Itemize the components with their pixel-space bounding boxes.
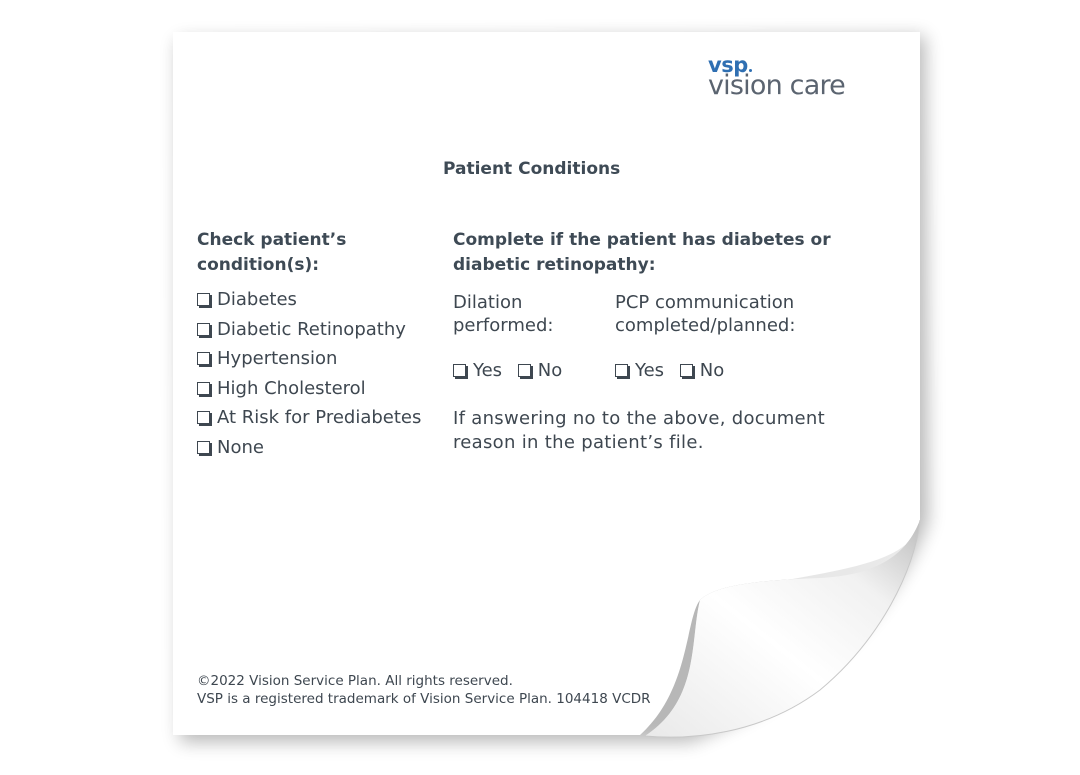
documentation-note: If answering no to the above, document reason in the patient’s file. [453,408,825,453]
option-label: Yes [473,360,503,381]
condition-label: Diabetes [217,289,297,310]
dilation-no-option[interactable] [518,360,562,381]
condition-label: At Risk for Prediabetes [217,407,422,428]
vsp-logo [708,54,858,104]
checkbox-icon[interactable] [197,293,210,306]
condition-diabetes[interactable] [197,288,421,318]
condition-hypertension[interactable] [197,347,421,377]
checkbox-icon[interactable] [518,364,531,377]
copyright-text: ©2022 Vision Service Plan. All rights reserved. [197,673,513,689]
checkbox-icon[interactable] [197,352,210,365]
footer [197,672,651,708]
logo-brand: vsp [708,54,752,76]
condition-prediabetes-risk[interactable] [197,406,421,436]
conditions-heading: Check patient’s condition(s): [197,230,347,275]
pcp-no-option[interactable] [680,360,724,381]
condition-label: None [217,436,264,458]
checkbox-icon[interactable] [197,441,210,454]
checkbox-icon[interactable] [197,323,210,336]
condition-none[interactable] [197,436,421,466]
dilation-options [453,359,572,383]
conditions-list [197,288,421,465]
option-label: Yes [635,360,665,381]
trademark-text: VSP is a registered trademark of Vision Service Plan. 104418 VCDR [197,691,651,707]
checkbox-icon[interactable] [615,364,628,377]
condition-diabetic-retinopathy[interactable] [197,318,421,348]
dilation-yes-option[interactable] [453,360,502,381]
pcp-question: PCP communication completed/planned: [615,292,796,336]
checkbox-icon[interactable] [453,364,466,377]
option-label: No [537,360,563,381]
dilation-question: Dilation performed: [453,292,554,336]
pcp-options [615,359,734,383]
checkbox-icon[interactable] [197,382,210,395]
logo-product: vision care [708,70,845,101]
page-title: Patient Conditions [443,159,621,179]
pcp-yes-option[interactable] [615,360,664,381]
condition-label: Diabetic Retinopathy [217,318,406,340]
condition-label: Hypertension [217,348,338,369]
checkbox-icon[interactable] [197,411,210,424]
option-label: No [699,360,725,381]
condition-label: High Cholesterol [217,377,366,399]
checkbox-icon[interactable] [680,364,693,377]
diabetes-section-heading: Complete if the patient has diabetes or diabetic retinopathy: [453,230,831,275]
condition-high-cholesterol[interactable] [197,377,421,407]
